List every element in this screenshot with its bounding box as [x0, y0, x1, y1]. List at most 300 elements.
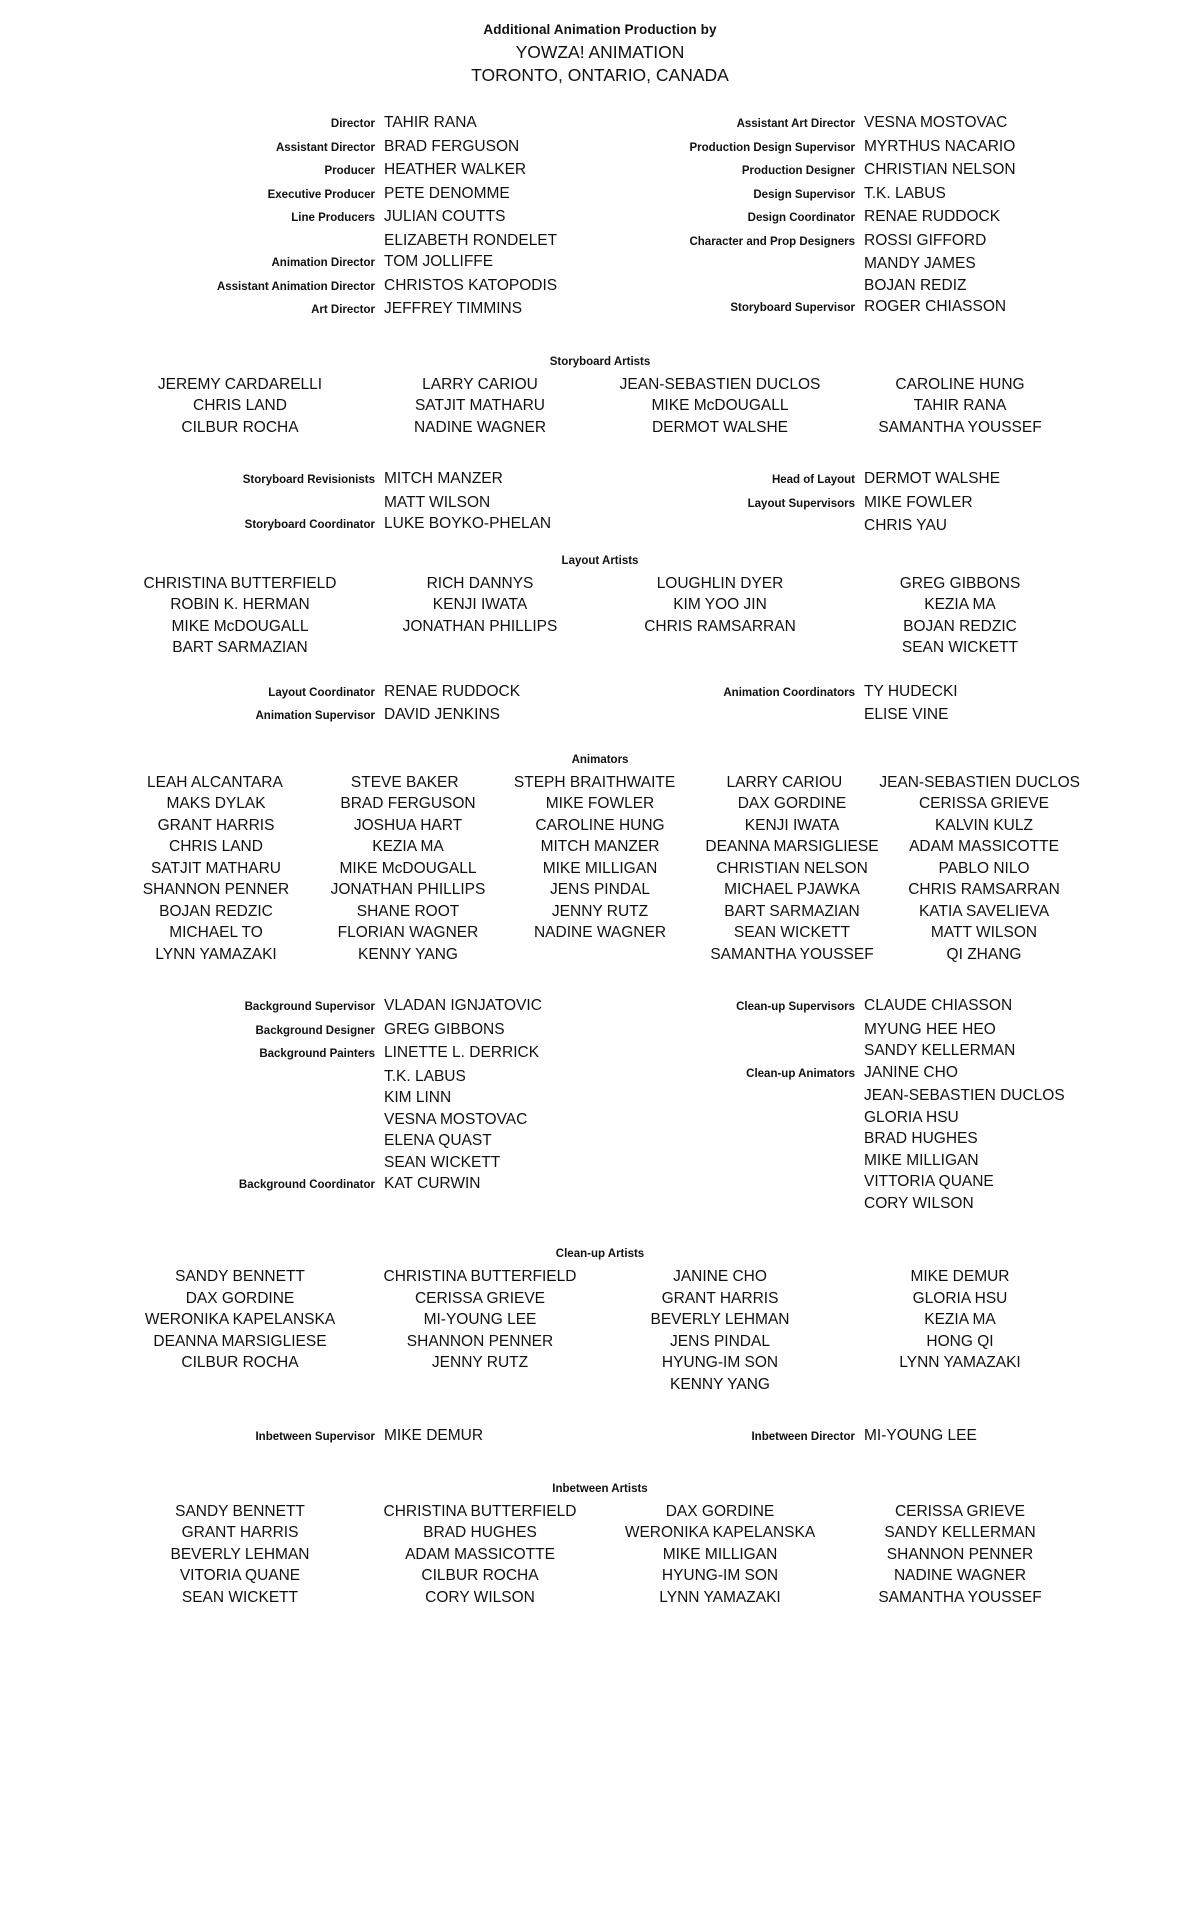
role-row [120, 159, 600, 183]
name-grid-row [120, 772, 1080, 794]
role-credit-name: MIKE MILLIGAN [864, 1151, 979, 1169]
credit-name: GREG GIBBONS [899, 574, 1021, 592]
role-credit-name: GLORIA HSU [864, 1108, 959, 1126]
credit-name: KENJI IWATA [744, 816, 840, 834]
credit-name: RICH DANNYS [426, 574, 534, 592]
role-credit-name: DERMOT WALSHE [864, 470, 1001, 488]
role-row [120, 513, 600, 537]
role-row [600, 1150, 1080, 1172]
role-credit-name: MYRTHUS NACARIO [864, 137, 1016, 155]
credit-name: JONATHAN PHILLIPS [402, 617, 558, 635]
role-row [120, 206, 600, 230]
role-row [120, 275, 600, 299]
name-grid-row [120, 1352, 1080, 1374]
role-credit-name: LINETTE L. DERRICK [384, 1044, 540, 1062]
coordinators-roles-block [120, 681, 1080, 728]
credit-name: SHANNON PENNER [886, 1545, 1034, 1563]
role-credit-name: KIM LINN [384, 1089, 452, 1107]
name-grid-row [120, 1565, 1080, 1587]
role-row [600, 136, 1080, 160]
role-row [120, 468, 600, 492]
name-grid-row [120, 879, 1080, 901]
credit-name: CERISSA GRIEVE [894, 1502, 1026, 1520]
role-row [600, 492, 1080, 516]
role-row [600, 1085, 1080, 1107]
credit-name: STEVE BAKER [350, 773, 459, 791]
name-grid-row [120, 836, 1080, 858]
role-credit-name: RENAE RUDDOCK [384, 682, 521, 700]
role-label: Background Designer [255, 1024, 375, 1037]
role-label: Executive Producer [267, 188, 375, 201]
role-row [600, 1193, 1080, 1215]
inbetween-artists-section [120, 1479, 1080, 1609]
role-row [120, 1066, 600, 1088]
credit-name: JANINE CHO [673, 1268, 767, 1286]
credit-name: DEANNA MARSIGLIESE [153, 1332, 327, 1350]
name-grid-row [120, 374, 1080, 396]
name-grid-row [120, 637, 1080, 659]
name-grid-row [120, 815, 1080, 837]
role-credit-name: CHRISTOS KATOPODIS [384, 276, 558, 294]
role-row [600, 468, 1080, 492]
role-row [600, 704, 1080, 726]
credit-name: JONATHAN PHILLIPS [330, 881, 486, 899]
credit-name: CHRISTINA BUTTERFIELD [383, 1502, 577, 1520]
role-label: Assistant Director [275, 141, 375, 154]
role-credit-name: JULIAN COUTTS [384, 208, 506, 226]
role-row [600, 1040, 1080, 1062]
credit-name: BART SARMAZIAN [724, 902, 860, 920]
name-grid-row [120, 1331, 1080, 1353]
role-credit-name: MIKE DEMUR [384, 1427, 484, 1445]
credit-name: SAMANTHA YOUSSEF [878, 1588, 1042, 1606]
credit-name: CHRIS RAMSARRAN [908, 881, 1060, 899]
role-credit-name: CHRIS YAU [864, 517, 947, 535]
credit-name: KENNY YANG [670, 1375, 770, 1393]
name-grid-row [120, 573, 1080, 595]
role-credit-name: ELIZABETH RONDELET [384, 231, 558, 249]
credit-name: MIKE MILLIGAN [662, 1545, 778, 1563]
role-label: Art Director [311, 304, 375, 317]
role-credit-name: TOM JOLLIFFE [384, 253, 494, 271]
credit-name: SHANNON PENNER [406, 1332, 554, 1350]
role-label: Layout Supervisors [747, 497, 855, 510]
role-label: Design Coordinator [747, 212, 855, 225]
role-credit-name: JANINE CHO [864, 1063, 958, 1081]
section-spacer [120, 659, 1080, 681]
credit-name: GRANT HARRIS [157, 816, 275, 834]
role-row [600, 1107, 1080, 1129]
role-column-right [600, 1425, 1080, 1449]
credit-name: JENNY RUTZ [431, 1354, 529, 1372]
role-credit-name: BOJAN REDIZ [864, 276, 967, 294]
credit-name: SANDY KELLERMAN [884, 1524, 1036, 1542]
role-label: Clean-up Animators [746, 1067, 855, 1080]
credit-name: CHRISTINA BUTTERFIELD [143, 574, 337, 592]
layout-artists-section [120, 551, 1080, 659]
credit-name: ADAM MASSICOTTE [909, 838, 1059, 856]
credit-name: BEVERLY LEHMAN [170, 1545, 310, 1563]
credit-name: MIKE McDOUGALL [171, 617, 309, 635]
credit-name: GRANT HARRIS [181, 1524, 299, 1542]
credit-name: CILBUR ROCHA [181, 1354, 299, 1372]
role-label: Clean-up Supervisors [736, 1001, 855, 1014]
production-roles-block [120, 112, 1080, 322]
credit-name: JENS PINDAL [670, 1332, 770, 1350]
role-credit-name: ELENA QUAST [384, 1132, 492, 1150]
section-title: Storyboard Artists [549, 355, 651, 368]
role-row [120, 251, 600, 275]
role-label: Storyboard Coordinator [244, 519, 375, 532]
credit-name: GLORIA HSU [912, 1289, 1008, 1307]
inbetween-roles-block [120, 1425, 1080, 1449]
animators-section [120, 750, 1080, 966]
credit-name: JOSHUA HART [353, 816, 463, 834]
credit-name: KIM YOO JIN [673, 596, 767, 614]
role-row [600, 112, 1080, 136]
credit-name: CAROLINE HUNG [535, 816, 665, 834]
credit-name: SATJIT MATHARU [150, 859, 282, 877]
name-grid-row [120, 1266, 1080, 1288]
credit-name: DAX GORDINE [665, 1502, 775, 1520]
role-column-left [120, 112, 600, 322]
role-label: Head of Layout [771, 474, 855, 487]
role-credit-name: MI-YOUNG LEE [864, 1427, 977, 1445]
role-row [600, 1019, 1080, 1041]
role-label: Inbetween Supervisor [255, 1431, 375, 1444]
credit-name: LARRY CARIOU [422, 375, 538, 393]
role-label: Design Supervisor [753, 188, 855, 201]
section-spacer [120, 537, 1080, 551]
role-row [600, 183, 1080, 207]
role-row [600, 1062, 1080, 1086]
role-credit-name: VESNA MOSTOVAC [864, 114, 1008, 132]
credit-name: SATJIT MATHARU [414, 397, 546, 415]
role-credit-name: LUKE BOYKO-PHELAN [384, 515, 552, 533]
role-column-right [600, 468, 1080, 537]
credit-name: CHRIS RAMSARRAN [644, 617, 796, 635]
credit-name: MITCH MANZER [540, 838, 660, 856]
studio-location: TORONTO, ONTARIO, CANADA [471, 64, 729, 85]
credit-name: DERMOT WALSHE [651, 418, 789, 436]
role-row [600, 159, 1080, 183]
role-credit-name: SANDY KELLERMAN [864, 1042, 1016, 1060]
credit-name: LYNN YAMAZAKI [659, 1588, 781, 1606]
name-grid-row [120, 1522, 1080, 1544]
role-credit-name: MITCH MANZER [384, 470, 503, 488]
section-spacer [120, 965, 1080, 995]
role-column-right [600, 995, 1080, 1214]
role-credit-name: T.K. LABUS [384, 1067, 466, 1085]
section-title: Layout Artists [561, 554, 639, 567]
role-column-left [120, 1425, 600, 1449]
role-credit-name: BRAD HUGHES [864, 1130, 978, 1148]
role-row [120, 1173, 600, 1197]
name-grid-row [120, 616, 1080, 638]
credit-name: SEAN WICKETT [733, 924, 851, 942]
role-label: Producer [324, 165, 375, 178]
name-grid-row [120, 944, 1080, 966]
role-credit-name: DAVID JENKINS [384, 706, 500, 724]
role-label: Background Coordinator [238, 1179, 375, 1192]
credit-name: JEAN-SEBASTIEN DUCLOS [619, 375, 821, 393]
credit-name: HYUNG-IM SON [661, 1354, 779, 1372]
storyboard-artists-section [120, 352, 1080, 439]
credit-name: LEAH ALCANTARA [147, 773, 283, 791]
role-row [600, 1128, 1080, 1150]
role-credit-name: MIKE FOWLER [864, 493, 973, 511]
credit-name: KEZIA MA [372, 838, 444, 856]
credit-name: MATT WILSON [930, 924, 1038, 942]
role-credit-name: VESNA MOSTOVAC [384, 1110, 528, 1128]
credit-name: MICHAEL PJAWKA [724, 881, 860, 899]
role-row [600, 230, 1080, 254]
role-label: Animation Supervisor [255, 710, 375, 723]
role-row [600, 1171, 1080, 1193]
credit-name: LYNN YAMAZAKI [899, 1354, 1021, 1372]
role-label: Storyboard Supervisor [730, 302, 855, 315]
role-credit-name: BRAD FERGUSON [384, 137, 520, 155]
credit-name: NADINE WAGNER [413, 418, 547, 436]
role-credit-name: ELISE VINE [864, 706, 949, 724]
credit-name: BEVERLY LEHMAN [650, 1311, 790, 1329]
credit-name: STEPH BRAITHWAITE [513, 773, 676, 791]
role-column-left [120, 468, 600, 537]
credit-name: SAMANTHA YOUSSEF [878, 418, 1042, 436]
credit-name: BART SARMAZIAN [172, 639, 308, 657]
credit-name: CILBUR ROCHA [181, 418, 299, 436]
credit-name: TAHIR RANA [913, 397, 1007, 415]
credit-name: CHRISTINA BUTTERFIELD [383, 1268, 577, 1286]
role-credit-name: CHRISTIAN NELSON [864, 161, 1016, 179]
credit-name: CHRIS LAND [169, 838, 263, 856]
credit-name: CHRIS LAND [193, 397, 287, 415]
role-label: Production Design Supervisor [689, 141, 855, 154]
role-credit-name: RENAE RUDDOCK [864, 208, 1001, 226]
credit-name: ROBIN K. HERMAN [170, 596, 310, 614]
credit-name: KENNY YANG [358, 945, 458, 963]
name-grid-row [120, 922, 1080, 944]
role-row [120, 1087, 600, 1109]
credit-name: MAKS DYLAK [166, 795, 266, 813]
credit-name: MIKE McDOUGALL [651, 397, 789, 415]
name-grid-row [120, 1374, 1080, 1396]
credit-name: KALVIN KULZ [935, 816, 1033, 834]
credit-name: CERISSA GRIEVE [918, 795, 1050, 813]
credit-name: SANDY BENNETT [175, 1268, 305, 1286]
section-title: Animators [571, 753, 629, 766]
role-label: Inbetween Director [751, 1431, 855, 1444]
role-row [120, 1042, 600, 1066]
credit-name: KENJI IWATA [432, 596, 528, 614]
role-row [600, 995, 1080, 1019]
role-row [120, 183, 600, 207]
role-row [600, 275, 1080, 297]
section-spacer [120, 322, 1080, 352]
role-credit-name: TAHIR RANA [384, 114, 477, 132]
role-label: Line Producers [291, 212, 375, 225]
name-grid-row [120, 901, 1080, 923]
name-grid-row [120, 858, 1080, 880]
role-credit-name: ROGER CHIASSON [864, 298, 1007, 316]
credit-name: DEANNA MARSIGLIESE [705, 838, 879, 856]
name-grid [120, 1266, 1080, 1395]
credit-name: MI-YOUNG LEE [423, 1311, 537, 1329]
role-column-right [600, 681, 1080, 728]
credit-name: JEAN-SEBASTIEN DUCLOS [879, 773, 1080, 791]
role-credit-name: MYUNG HEE HEO [864, 1020, 996, 1038]
role-row [120, 1130, 600, 1152]
credit-name: LOUGHLIN DYER [656, 574, 784, 592]
studio-name: YOWZA! ANIMATION [515, 41, 685, 62]
role-row [120, 1019, 600, 1043]
credit-name: CORY WILSON [425, 1588, 535, 1606]
name-grid [120, 772, 1080, 966]
credit-name: SAMANTHA YOUSSEF [710, 945, 874, 963]
cleanup-artists-section [120, 1244, 1080, 1395]
credit-name: CAROLINE HUNG [895, 375, 1025, 393]
credit-name: SANDY BENNETT [175, 1502, 305, 1520]
role-row [600, 206, 1080, 230]
credit-name: GRANT HARRIS [661, 1289, 779, 1307]
name-grid-row [120, 1309, 1080, 1331]
credit-name: WERONIKA KAPELANSKA [144, 1311, 336, 1329]
role-credit-name: VLADAN IGNJATOVIC [384, 997, 542, 1015]
role-label: Storyboard Revisionists [242, 474, 375, 487]
name-grid-row [120, 395, 1080, 417]
role-column-left [120, 681, 600, 728]
credit-name: KEZIA MA [924, 1311, 996, 1329]
role-label: Assistant Art Director [736, 118, 855, 131]
role-label: Layout Coordinator [268, 686, 375, 699]
role-label: Animation Director [271, 257, 375, 270]
section-spacer [120, 1395, 1080, 1425]
credit-name: KATIA SAVELIEVA [918, 902, 1050, 920]
role-row [120, 492, 600, 514]
section-title: Clean-up Artists [555, 1248, 645, 1261]
section-spacer [120, 1449, 1080, 1479]
credit-name: BOJAN REDZIC [903, 617, 1017, 635]
role-label: Animation Coordinators [723, 686, 855, 699]
role-credit-name: JEAN-SEBASTIEN DUCLOS [864, 1087, 1065, 1105]
credit-name: CHRISTIAN NELSON [716, 859, 868, 877]
role-credit-name: GREG GIBBONS [384, 1020, 505, 1038]
role-row [120, 1425, 600, 1449]
section-title: Inbetween Artists [552, 1482, 648, 1495]
role-row [600, 515, 1080, 537]
credit-name: CILBUR ROCHA [421, 1567, 539, 1585]
credit-name: HONG QI [926, 1332, 994, 1350]
credit-name: SEAN WICKETT [181, 1588, 299, 1606]
credit-name: DAX GORDINE [185, 1289, 295, 1307]
role-row [120, 681, 600, 705]
role-credit-name: HEATHER WALKER [384, 161, 527, 179]
role-label: Character and Prop Designers [689, 235, 855, 248]
role-label: Background Supervisor [244, 1001, 375, 1014]
credit-name: SHANE ROOT [356, 902, 460, 920]
role-credit-name: JEFFREY TIMMINS [384, 300, 523, 318]
role-label: Assistant Animation Director [216, 280, 375, 293]
credit-name: KEZIA MA [924, 596, 996, 614]
credit-name: WERONIKA KAPELANSKA [624, 1524, 816, 1542]
credit-name: BOJAN REDZIC [159, 902, 273, 920]
role-credit-name: SEAN WICKETT [384, 1153, 501, 1171]
role-row [600, 296, 1080, 320]
role-credit-name: T.K. LABUS [864, 184, 946, 202]
credit-name: DAX GORDINE [737, 795, 847, 813]
role-credit-name: MANDY JAMES [864, 255, 976, 273]
role-row [600, 681, 1080, 705]
role-row [600, 1425, 1080, 1449]
credit-name: MIKE MILLIGAN [542, 859, 658, 877]
credit-name: FLORIAN WAGNER [337, 924, 479, 942]
section-spacer [120, 438, 1080, 468]
role-column-right [600, 112, 1080, 322]
role-credit-name: KAT CURWIN [384, 1175, 481, 1193]
studio-lead-line: Additional Animation Production by [483, 22, 717, 37]
role-credit-name: PETE DENOMME [384, 184, 510, 202]
credit-name: VITORIA QUANE [179, 1567, 301, 1585]
name-grid-row [120, 1288, 1080, 1310]
credit-name: QI ZHANG [946, 945, 1022, 963]
credit-name: MIKE FOWLER [545, 795, 655, 813]
credit-name: HYUNG-IM SON [661, 1567, 779, 1585]
role-credit-name: CLAUDE CHIASSON [864, 997, 1013, 1015]
credit-name: LARRY CARIOU [726, 773, 843, 791]
role-row [120, 298, 600, 322]
role-label: Production Designer [741, 165, 855, 178]
role-credit-name: VITTORIA QUANE [864, 1173, 994, 1191]
credit-name: MICHAEL TO [169, 924, 263, 942]
name-grid [120, 1501, 1080, 1609]
name-grid-row [120, 417, 1080, 439]
role-credit-name: MATT WILSON [384, 493, 491, 511]
role-row [120, 995, 600, 1019]
credit-name: BRAD HUGHES [423, 1524, 537, 1542]
credit-name: NADINE WAGNER [893, 1567, 1027, 1585]
role-row [120, 230, 600, 252]
role-row [120, 704, 600, 728]
role-label: Director [330, 118, 375, 131]
name-grid-row [120, 793, 1080, 815]
role-row [120, 1109, 600, 1131]
credit-name: MIKE McDOUGALL [339, 859, 477, 877]
role-row [120, 136, 600, 160]
name-grid [120, 573, 1080, 659]
credit-name: JENNY RUTZ [551, 902, 649, 920]
role-column-left [120, 995, 600, 1214]
credit-name: JEREMY CARDARELLI [157, 375, 323, 393]
studio-header [120, 20, 1080, 86]
credit-name: PABLO NILO [938, 859, 1030, 877]
role-row [120, 1152, 600, 1174]
role-row [120, 112, 600, 136]
name-grid-row [120, 594, 1080, 616]
name-grid-row [120, 1501, 1080, 1523]
background-cleanup-roles-block [120, 995, 1080, 1214]
name-grid [120, 374, 1080, 439]
credit-name: LYNN YAMAZAKI [155, 945, 277, 963]
credit-name: BRAD FERGUSON [340, 795, 476, 813]
credit-name: SHANNON PENNER [142, 881, 290, 899]
role-label: Background Painters [259, 1048, 375, 1061]
section-spacer [120, 728, 1080, 750]
credit-name: SEAN WICKETT [901, 639, 1019, 657]
name-grid-row [120, 1587, 1080, 1609]
role-credit-name: ROSSI GIFFORD [864, 231, 987, 249]
storyboard-layout-roles-block [120, 468, 1080, 537]
credit-name: CERISSA GRIEVE [414, 1289, 546, 1307]
